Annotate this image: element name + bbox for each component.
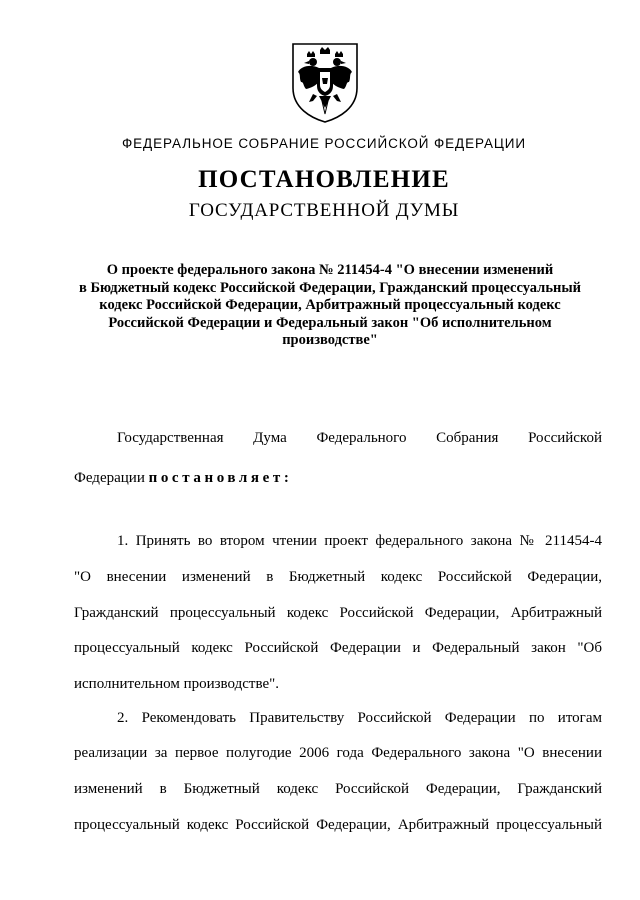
paragraph-1-line: Гражданский процессуальный кодекс Российской Федерации, Арбитражный <box>74 605 602 621</box>
paragraph-2-line: процессуальный кодекс Российской Федерации, Арбитражный процессуальный <box>74 817 602 833</box>
paragraph-1-line: 1. Принять во втором чтении проект федерального закона № 211454-4 <box>117 533 602 549</box>
subject-line: в Бюджетный кодекс Российской Федерации, Гражданский процессуальный <box>78 279 582 296</box>
resolution-verb: постановляет: <box>148 470 293 486</box>
preamble-line: Государственная Дума Федерального Собрания Российской <box>117 430 602 446</box>
subject-line: производстве" <box>282 332 378 348</box>
subject-line: Российской Федерации и Федеральный закон "Об исполнительном <box>108 314 552 331</box>
paragraph-2-line: изменений в Бюджетный кодекс Российской Федерации, Гражданский <box>74 781 602 797</box>
paragraph-1-line: "О внесении изменений в Бюджетный кодекс Российской Федерации, <box>74 569 602 585</box>
preamble-line <box>74 468 602 488</box>
paragraph-1-line: исполнительном производстве". <box>74 676 279 692</box>
subject-line: кодекс Российской Федерации, Арбитражный процессуальный кодекс <box>99 297 561 313</box>
subject-line: О проекте федерального закона № 211454-4 "О внесении изменений <box>106 262 554 278</box>
paragraph-1-line: процессуальный кодекс Российской Федерации и Федеральный закон "Об <box>74 640 602 656</box>
paragraph-2-line: 2. Рекомендовать Правительству Российской Федерации по итогам <box>117 710 602 726</box>
paragraph-2-line: реализации за первое полугодие 2006 года Федерального закона "О внесении <box>74 745 602 761</box>
document-type-title: ПОСТАНОВЛЕНИЕ <box>198 166 450 193</box>
document-issuer: ГОСУДАРСТВЕННОЙ ДУМЫ <box>188 200 460 221</box>
document-subject <box>60 262 600 350</box>
organization-name: ФЕДЕРАЛЬНОЕ СОБРАНИЕ РОССИЙСКОЙ ФЕДЕРАЦИИ <box>121 136 526 151</box>
coat-of-arms-icon <box>289 38 361 124</box>
preamble-text: Федерации <box>74 470 149 486</box>
